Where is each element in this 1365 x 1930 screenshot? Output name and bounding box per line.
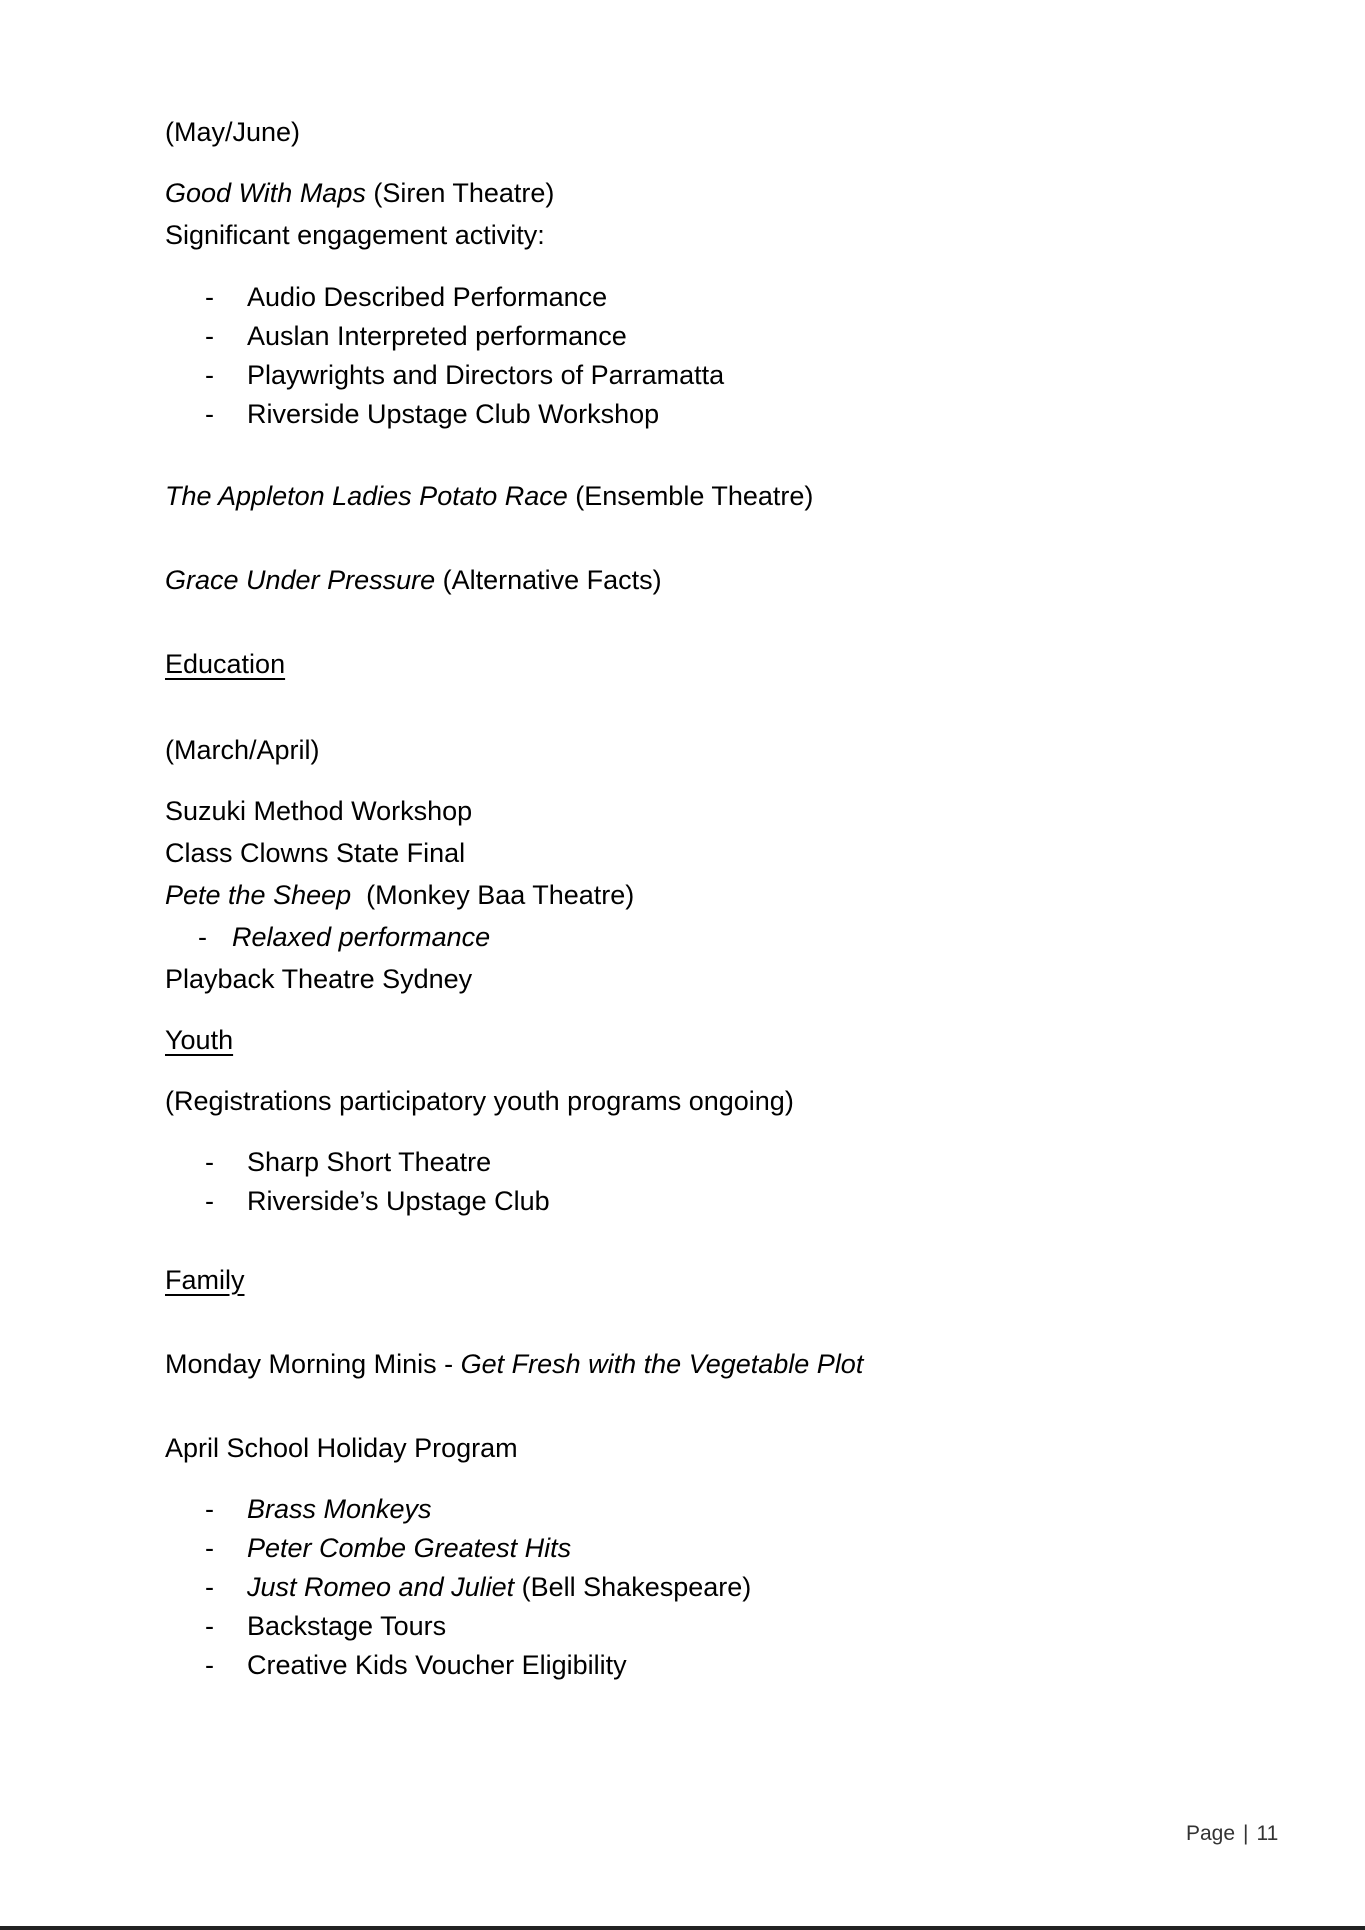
holiday-program-label: April School Holiday Program: [165, 1433, 518, 1463]
education-item: Suzuki Method Workshop: [165, 796, 473, 826]
list-item: Backstage Tours: [247, 1611, 447, 1641]
bullet-dash: -: [205, 1147, 214, 1177]
list-item: Sharp Short Theatre: [247, 1147, 492, 1177]
list-item: [247, 1570, 751, 1604]
bullet-dash: -: [205, 1494, 214, 1524]
show-company: (Ensemble Theatre): [567, 481, 814, 511]
education-item: Playback Theatre Sydney: [165, 964, 473, 994]
show-good-with-maps: [165, 176, 554, 210]
list-item: Riverside Upstage Club Workshop: [247, 399, 660, 429]
bullet-dash: -: [205, 1533, 214, 1563]
bullet-dash: -: [205, 1572, 214, 1602]
bullet-dash: -: [205, 360, 214, 390]
bullet-dash: -: [205, 399, 214, 429]
show-title: Good With Maps: [165, 178, 366, 208]
list-item: Riverside’s Upstage Club: [247, 1186, 550, 1216]
list-item: Peter Combe Greatest Hits: [247, 1533, 572, 1563]
show-company: (Siren Theatre): [365, 178, 555, 208]
minis-prefix: Monday Morning Minis -: [165, 1349, 461, 1379]
bullet-dash: -: [205, 1611, 214, 1641]
show-appleton: [165, 479, 813, 513]
list-item: Brass Monkeys: [247, 1494, 432, 1524]
list-item: Relaxed performance: [232, 922, 491, 952]
show-pete-the-sheep: [165, 878, 634, 912]
show-company: (Bell Shakespeare): [514, 1572, 752, 1602]
show-grace: [165, 563, 662, 597]
heading-family: Family: [165, 1265, 245, 1295]
show-title: Pete the Sheep: [165, 880, 352, 910]
engagement-label: Significant engagement activity:: [165, 220, 545, 250]
monday-morning-minis: [165, 1347, 863, 1381]
page-bottom-border: [0, 1926, 1365, 1930]
show-title: Just Romeo and Juliet: [247, 1572, 515, 1602]
bullet-dash: -: [205, 321, 214, 351]
show-company: (Alternative Facts): [435, 565, 662, 595]
show-title: Get Fresh with the Vegetable Plot: [460, 1349, 864, 1379]
show-company: (Monkey Baa Theatre): [351, 880, 635, 910]
bullet-dash: -: [198, 922, 207, 952]
bullet-dash: -: [205, 282, 214, 312]
youth-note: (Registrations participatory youth programs ongoing): [165, 1086, 794, 1116]
bullet-dash: -: [205, 1650, 214, 1680]
heading-education: Education: [165, 649, 286, 679]
page-number: 11: [1256, 1822, 1279, 1845]
list-item: Creative Kids Voucher Eligibility: [247, 1650, 627, 1680]
education-item: Class Clowns State Final: [165, 838, 466, 868]
heading-youth: Youth: [165, 1025, 234, 1055]
page-separator: |: [1243, 1822, 1249, 1845]
show-title: The Appleton Ladies Potato Race: [165, 481, 568, 511]
list-item: Playwrights and Directors of Parramatta: [247, 360, 725, 390]
list-item: Audio Described Performance: [247, 282, 608, 312]
period-may-june: (May/June): [165, 117, 301, 147]
show-title: Grace Under Pressure: [165, 565, 436, 595]
page-label: Page: [1186, 1822, 1236, 1845]
page-number-footer: [1186, 1820, 1278, 1848]
list-item: Auslan Interpreted performance: [247, 321, 627, 351]
period-march-april: (March/April): [165, 735, 320, 765]
bullet-dash: -: [205, 1186, 214, 1216]
